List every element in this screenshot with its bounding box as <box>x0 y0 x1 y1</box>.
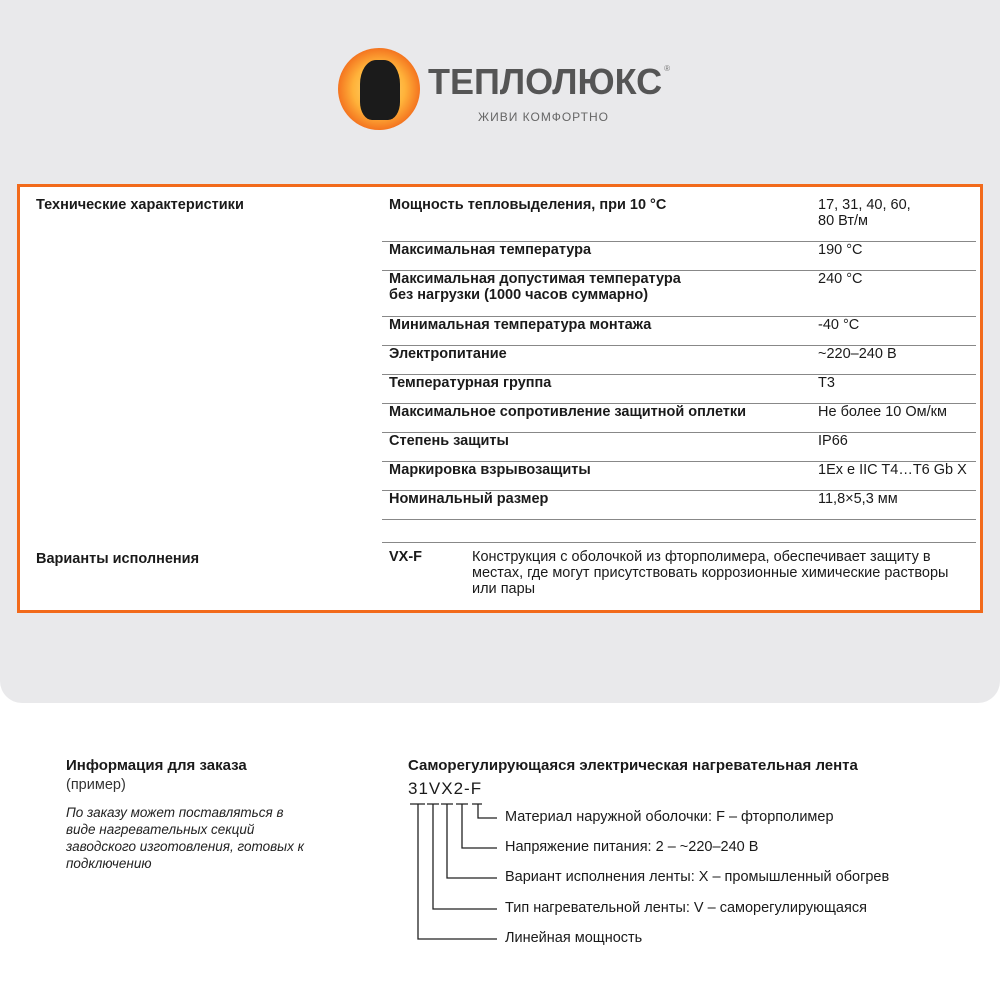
registered-mark: ® <box>664 64 671 73</box>
spec-value: 240 °C <box>818 271 863 287</box>
tree-item: Вариант исполнения ленты: X – промышленный обогрев <box>505 869 890 885</box>
spec-value: 1Ex e IIC T4…T6 Gb X <box>818 462 967 478</box>
spec-value: Не более 10 Ом/км <box>818 404 947 420</box>
spec-label: Электропитание <box>389 346 507 362</box>
product-code: 31VX2-F <box>408 779 483 798</box>
variants-title: Варианты исполнения <box>36 551 200 567</box>
spec-value: IP66 <box>818 433 848 449</box>
spec-value: ~220–240 В <box>818 346 897 362</box>
spec-value: 11,8×5,3 мм <box>818 491 898 507</box>
variant-code: VX-F <box>389 549 423 565</box>
order-note: По заказу может поставляться в виде нагревательных секций заводского изготовления, готовых к подключению <box>66 805 304 871</box>
order-subtitle: (пример) <box>66 777 126 793</box>
spec-label: Температурная группа <box>389 375 552 391</box>
tree-item: Материал наружной оболочки: F – фторполимер <box>505 809 834 825</box>
spec-label: Мощность тепловыделения, при 10 °C <box>389 197 667 213</box>
spec-label: Номинальный размер <box>389 491 549 507</box>
spec-label: Максимальная допустимая температура без нагрузки (1000 часов суммарно) <box>389 271 681 303</box>
spec-value: 190 °C <box>818 242 863 258</box>
spec-label: Максимальная температура <box>389 242 592 258</box>
brand-name: ТЕПЛОЛЮКС <box>428 61 663 102</box>
order-title: Информация для заказа <box>66 757 247 774</box>
spec-label: Степень защиты <box>389 433 509 449</box>
spec-value: T3 <box>818 375 835 391</box>
variant-description: Конструкция с оболочкой из фторполимера, обеспечивает защиту в местах, где могут присутствовать коррозионные химические растворы или пары <box>472 549 949 597</box>
spec-value: 17, 31, 40, 60, 80 Вт/м <box>818 197 911 229</box>
tree-item: Напряжение питания: 2 – ~220–240 В <box>505 839 759 855</box>
spec-label: Минимальная температура монтажа <box>389 317 652 333</box>
spec-label: Максимальное сопротивление защитной оплетки <box>389 404 747 420</box>
spec-value: -40 °C <box>818 317 860 333</box>
tree-item: Тип нагревательной ленты: V – саморегулирующаяся <box>505 900 867 916</box>
specs-title: Технические характеристики <box>36 197 244 213</box>
slogan: ЖИВИ КОМФОРТНО <box>478 110 609 124</box>
spec-label: Маркировка взрывозащиты <box>389 462 591 478</box>
tree-title: Саморегулирующаяся электрическая нагревательная лента <box>408 757 858 774</box>
tree-item: Линейная мощность <box>505 930 643 946</box>
